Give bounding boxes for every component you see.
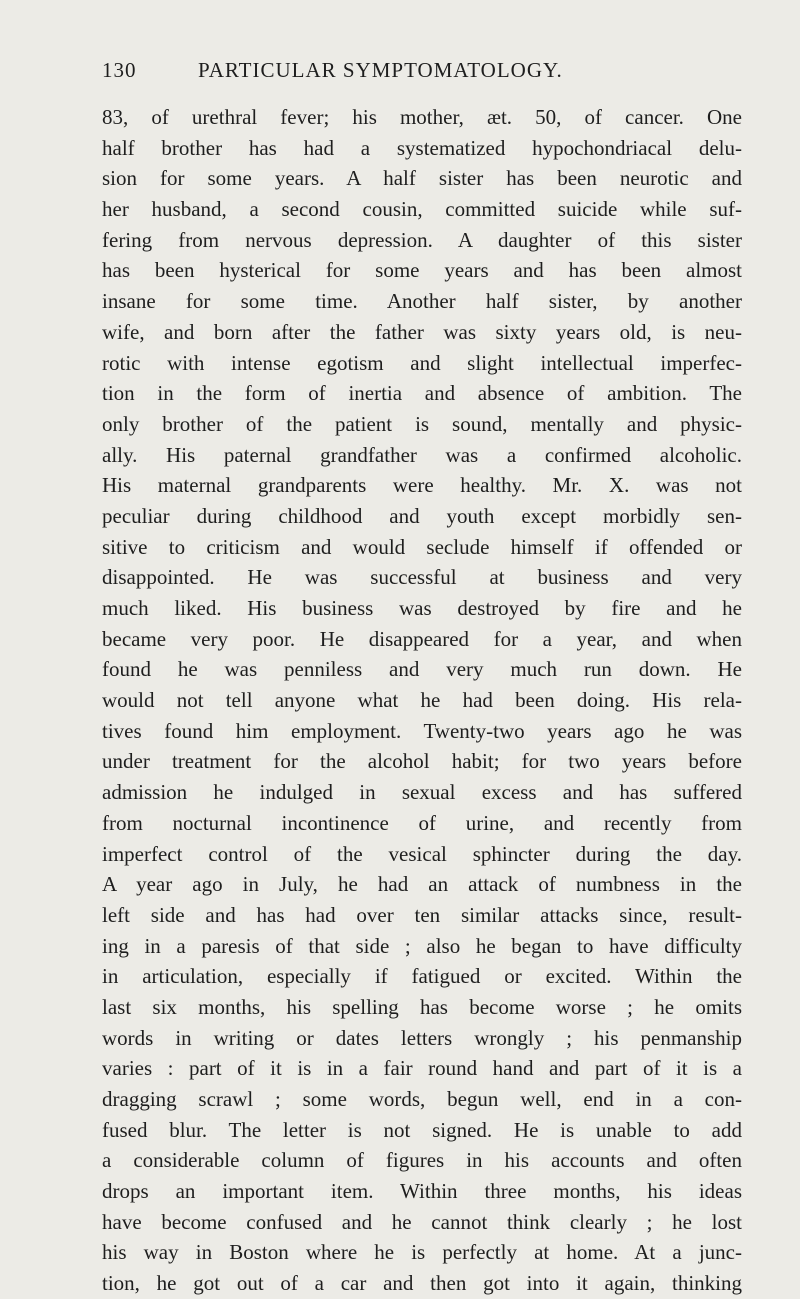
- text-line: last six months, his spelling has become worse ; he omits: [102, 994, 742, 1019]
- text-line: admission he indulged in sexual excess and has suffered: [102, 780, 742, 805]
- text-line: has been hysterical for some years and has been almost: [102, 258, 742, 283]
- text-line: from nocturnal incontinence of urine, and recently from: [102, 810, 742, 835]
- text-line: rotic with intense egotism and slight intellectual imperfec-: [102, 350, 742, 375]
- text-line: would not tell anyone what he had been doing. His rela-: [102, 688, 742, 713]
- text-line: tion in the form of inertia and absence of ambition. The: [102, 381, 742, 406]
- running-head: [102, 58, 662, 88]
- text-line: ally. His paternal grandfather was a confirmed alcoholic.: [102, 442, 742, 467]
- text-line: found he was penniless and very much run down. He: [102, 657, 742, 682]
- text-line: drops an important item. Within three months, his ideas: [102, 1179, 742, 1204]
- text-line: imperfect control of the vesical sphincter during the day.: [102, 841, 742, 866]
- text-line: fused blur. The letter is not signed. He is unable to add: [102, 1117, 742, 1142]
- text-line: her husband, a second cousin, committed suicide while suf-: [102, 197, 742, 222]
- text-line: much liked. His business was destroyed by fire and he: [102, 596, 742, 620]
- text-line: disappointed. He was successful at business and very: [102, 565, 742, 590]
- text-line: a considerable column of figures in his accounts and often: [102, 1148, 742, 1173]
- text-line: 83, of urethral fever; his mother, æt. 50, of cancer. One: [102, 105, 742, 129]
- text-line: became very poor. He disappeared for a year, and when: [102, 626, 742, 651]
- text-line: his way in Boston where he is perfectly at home. At a junc-: [102, 1240, 742, 1265]
- text-line: sitive to criticism and would seclude himself if offended or: [102, 534, 742, 559]
- text-line: insane for some time. Another half sister, by another: [102, 289, 742, 314]
- text-line: wife, and born after the father was sixty years old, is neu-: [102, 319, 742, 344]
- text-line: have become confused and he cannot think clearly ; he lost: [102, 1209, 742, 1234]
- text-line: fering from nervous depression. A daughter of this sister: [102, 227, 742, 252]
- running-title: PARTICULAR SYMPTOMATOLOGY.: [198, 58, 563, 82]
- text-line: sion for some years. A half sister has been neurotic and: [102, 166, 742, 191]
- text-line: tives found him employment. Twenty-two years ago he was: [102, 718, 742, 743]
- text-line: only brother of the patient is sound, mentally and physic-: [102, 411, 742, 436]
- text-line: ing in a paresis of that side ; also he began to have difficulty: [102, 933, 742, 958]
- text-line: His maternal grandparents were healthy. Mr. X. was not: [102, 473, 742, 498]
- text-line: tion, he got out of a car and then got into it again, thinking: [102, 1271, 742, 1296]
- text-line: under treatment for the alcohol habit; for two years before: [102, 749, 742, 774]
- text-line: A year ago in July, he had an attack of numbness in the: [102, 872, 742, 897]
- text-line: half brother has had a systematized hypochondriacal delu-: [102, 135, 742, 160]
- body-text: [102, 102, 742, 1299]
- text-line: left side and has had over ten similar attacks since, result-: [102, 902, 742, 927]
- text-line: dragging scrawl ; some words, begun well, end in a con-: [102, 1087, 742, 1111]
- text-line: in articulation, especially if fatigued or excited. Within the: [102, 964, 742, 989]
- text-line: varies : part of it is in a fair round hand and part of it is a: [102, 1056, 742, 1081]
- text-line: words in writing or dates letters wrongly ; his penmanship: [102, 1025, 742, 1050]
- page-number: 130: [102, 58, 137, 82]
- text-line: peculiar during childhood and youth except morbidly sen-: [102, 503, 742, 528]
